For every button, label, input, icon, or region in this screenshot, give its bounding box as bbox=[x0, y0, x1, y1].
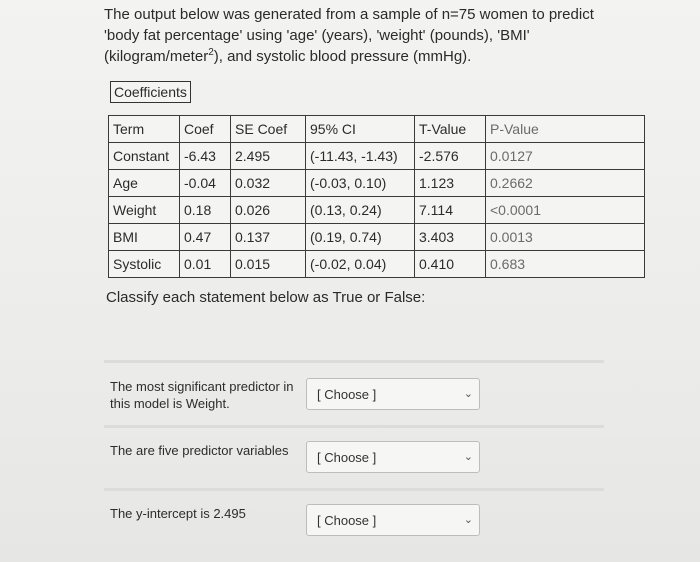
cell-term: Weight bbox=[109, 197, 180, 224]
cell-p-value: 0.683 bbox=[486, 251, 645, 278]
cell-term: Systolic bbox=[109, 251, 180, 278]
chevron-down-icon: ⌄ bbox=[463, 451, 473, 463]
intro-line-1: The output below was generated from a sample of n=75 women to predict bbox=[104, 6, 594, 23]
cell-term: Constant bbox=[109, 143, 180, 170]
cell-t-value: 7.114 bbox=[415, 197, 486, 224]
cell-ci: (-0.03, 0.10) bbox=[306, 170, 415, 197]
intro-line-3 bbox=[104, 46, 624, 67]
cell-coef: -6.43 bbox=[180, 143, 231, 170]
cell-se-coef: 0.015 bbox=[231, 251, 306, 278]
cell-t-value: 0.410 bbox=[415, 251, 486, 278]
table-row bbox=[109, 197, 645, 224]
coefficients-label: Coefficients bbox=[110, 81, 191, 103]
cell-p-value: 0.2662 bbox=[486, 170, 645, 197]
select-value: [ Choose ] bbox=[317, 450, 377, 465]
header-term: Term bbox=[109, 116, 180, 143]
cell-p-value: 0.0013 bbox=[486, 224, 645, 251]
cell-t-value: -2.576 bbox=[415, 143, 486, 170]
cell-se-coef: 0.137 bbox=[231, 224, 306, 251]
cell-ci: (0.13, 0.24) bbox=[306, 197, 415, 224]
cell-coef: -0.04 bbox=[180, 170, 231, 197]
chevron-down-icon: ⌄ bbox=[463, 514, 473, 526]
statement-text: The are five predictor variables bbox=[110, 443, 289, 458]
cell-se-coef: 2.495 bbox=[231, 143, 306, 170]
statement-text: The most significant predictor in this model is Weight. bbox=[110, 379, 294, 411]
cell-ci: (0.19, 0.74) bbox=[306, 224, 415, 251]
answer-select-3[interactable] bbox=[306, 504, 480, 536]
cell-p-value: 0.0127 bbox=[486, 143, 645, 170]
table-row bbox=[109, 224, 645, 251]
cell-coef: 0.47 bbox=[180, 224, 231, 251]
cell-p-value: <0.0001 bbox=[486, 197, 645, 224]
cell-t-value: 1.123 bbox=[415, 170, 486, 197]
question-intro bbox=[104, 4, 624, 67]
select-value: [ Choose ] bbox=[317, 387, 377, 402]
cell-coef: 0.01 bbox=[180, 251, 231, 278]
header-p-value: P-Value bbox=[486, 116, 645, 143]
statement-text: The y-intercept is 2.495 bbox=[110, 506, 246, 521]
header-ci: 95% CI bbox=[306, 116, 415, 143]
table-row bbox=[109, 251, 645, 278]
coefficients-table bbox=[108, 115, 645, 278]
cell-coef: 0.18 bbox=[180, 197, 231, 224]
answer-select-1[interactable] bbox=[306, 378, 480, 410]
classify-prompt: Classify each statement below as True or False: bbox=[106, 289, 426, 306]
header-t-value: T-Value bbox=[415, 116, 486, 143]
cell-se-coef: 0.026 bbox=[231, 197, 306, 224]
cell-term: Age bbox=[109, 170, 180, 197]
chevron-down-icon: ⌄ bbox=[463, 388, 473, 400]
intro-line-3-pre: (kilogram/meter bbox=[104, 48, 209, 65]
divider bbox=[104, 488, 604, 491]
divider bbox=[104, 425, 604, 428]
header-se-coef: SE Coef bbox=[231, 116, 306, 143]
header-coef: Coef bbox=[180, 116, 231, 143]
select-value: [ Choose ] bbox=[317, 513, 377, 528]
cell-ci: (-11.43, -1.43) bbox=[306, 143, 415, 170]
table-row bbox=[109, 170, 645, 197]
answer-select-2[interactable] bbox=[306, 441, 480, 473]
table-row bbox=[109, 143, 645, 170]
table-header-row bbox=[109, 116, 645, 143]
divider bbox=[104, 360, 604, 363]
cell-ci: (-0.02, 0.04) bbox=[306, 251, 415, 278]
cell-term: BMI bbox=[109, 224, 180, 251]
intro-line-3-post: ), and systolic blood pressure (mmHg). bbox=[213, 48, 472, 65]
cell-t-value: 3.403 bbox=[415, 224, 486, 251]
intro-superscript: 2 bbox=[208, 47, 214, 58]
intro-line-2: 'body fat percentage' using 'age' (years), 'weight' (pounds), 'BMI' bbox=[104, 27, 530, 44]
cell-se-coef: 0.032 bbox=[231, 170, 306, 197]
